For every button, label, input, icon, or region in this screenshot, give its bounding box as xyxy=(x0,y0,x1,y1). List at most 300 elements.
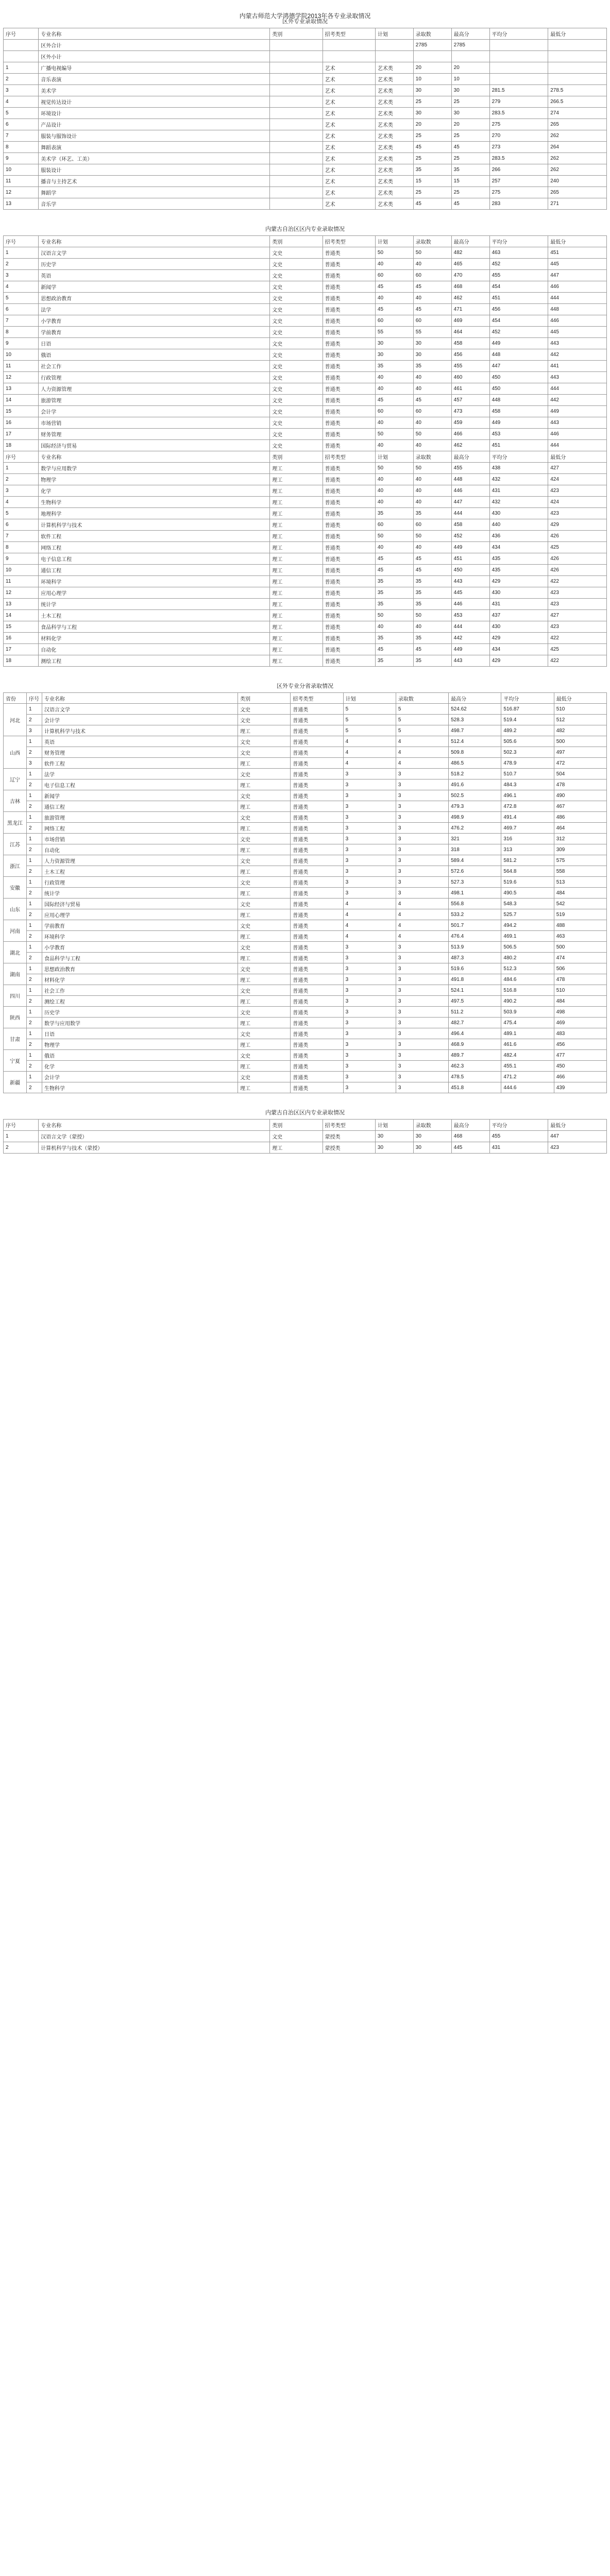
table-cell xyxy=(270,85,323,96)
table-cell: 蒙授类 xyxy=(323,1142,375,1154)
table-cell: 文史 xyxy=(270,1131,323,1142)
table-cell: 474 xyxy=(554,953,606,963)
table-cell: 1 xyxy=(27,1007,42,1018)
table-cell: 4 xyxy=(4,281,39,293)
table-row xyxy=(4,823,607,834)
table-cell: 普通类 xyxy=(323,553,375,565)
table-cell: 35 xyxy=(413,576,451,587)
table-cell: 普通类 xyxy=(323,259,375,270)
table-cell: 文史 xyxy=(238,736,291,747)
table-cell: 日语 xyxy=(42,1028,238,1039)
table-row xyxy=(4,1082,607,1093)
table-cell: 音乐表演 xyxy=(39,74,270,85)
table-cell: 470 xyxy=(451,270,489,281)
table-row xyxy=(4,429,607,440)
table-cell: 3 xyxy=(396,1039,448,1050)
table-cell: 30 xyxy=(413,1131,451,1142)
table-cell: 455 xyxy=(489,1131,548,1142)
section4-table xyxy=(3,1119,607,1154)
table-cell: 35 xyxy=(413,599,451,610)
table-cell: 广播电视编导 xyxy=(39,62,270,74)
table-cell: 518.2 xyxy=(449,769,501,779)
table-row xyxy=(4,281,607,293)
table-cell: 558 xyxy=(554,866,606,877)
table-cell: 455 xyxy=(451,463,489,474)
table-cell: 572.6 xyxy=(449,866,501,877)
table-cell: 429 xyxy=(489,655,548,667)
table-cell: 3 xyxy=(343,779,396,790)
table-cell: 468.9 xyxy=(449,1039,501,1050)
table-cell: 化学 xyxy=(39,485,270,497)
table-cell: 最高分 xyxy=(451,236,489,247)
table-cell: 普通类 xyxy=(291,725,343,736)
table-cell xyxy=(413,51,451,62)
table-cell: 18 xyxy=(4,655,39,667)
table-cell: 普通类 xyxy=(291,996,343,1007)
table-cell xyxy=(270,130,323,142)
table-cell: 548.3 xyxy=(501,899,554,909)
table-cell: 461 xyxy=(451,383,489,395)
table-cell: 45 xyxy=(413,281,451,293)
table-cell xyxy=(489,40,548,51)
table-cell: 440 xyxy=(489,519,548,531)
table-row xyxy=(4,736,607,747)
table-cell: 449 xyxy=(548,406,607,417)
section-gap xyxy=(3,667,607,680)
table-cell: 450 xyxy=(489,383,548,395)
table-cell: 2 xyxy=(27,801,42,812)
table-cell: 理工 xyxy=(238,844,291,855)
table-cell: 普通类 xyxy=(323,349,375,361)
table-cell: 488 xyxy=(554,920,606,931)
table-cell: 行政管理 xyxy=(39,372,270,383)
table-cell: 482 xyxy=(451,247,489,259)
table-cell: 理工 xyxy=(270,531,323,542)
table-cell: 486 xyxy=(554,812,606,823)
table-cell: 理工 xyxy=(238,909,291,920)
table-cell: 软件工程 xyxy=(39,531,270,542)
table-cell: 2 xyxy=(4,74,39,85)
table-cell: 40 xyxy=(413,485,451,497)
table-cell: 3 xyxy=(396,790,448,801)
table-cell: 262 xyxy=(548,130,607,142)
table-cell: 理工 xyxy=(238,866,291,877)
table-cell: 505.6 xyxy=(501,736,554,747)
table-cell: 4 xyxy=(343,920,396,931)
table-cell: 426 xyxy=(548,553,607,565)
table-cell: 316 xyxy=(501,834,554,844)
table-cell: 25 xyxy=(413,153,451,164)
table-cell: 14 xyxy=(4,610,39,621)
table-cell: 13 xyxy=(4,599,39,610)
table-cell: 俄语 xyxy=(42,1050,238,1061)
table-cell: 446 xyxy=(548,315,607,327)
province-cell: 湖北 xyxy=(4,942,27,963)
table-cell: 3 xyxy=(343,823,396,834)
table-cell: 17 xyxy=(4,644,39,655)
table-cell: 279 xyxy=(489,96,548,108)
table-cell: 423 xyxy=(548,485,607,497)
table-cell: 2 xyxy=(27,974,42,985)
table-cell: 35 xyxy=(375,587,413,599)
table-cell: 257 xyxy=(489,176,548,187)
table-cell: 4 xyxy=(343,899,396,909)
table-cell: 55 xyxy=(375,327,413,338)
table-row xyxy=(4,587,607,599)
table-cell: 503.9 xyxy=(501,1007,554,1018)
table-row xyxy=(4,119,607,130)
table-cell: 财务管理 xyxy=(42,747,238,758)
table-cell: 普通类 xyxy=(291,790,343,801)
table-cell xyxy=(323,40,375,51)
table-cell: 449 xyxy=(489,417,548,429)
table-row xyxy=(4,406,607,417)
table-cell: 35 xyxy=(375,633,413,644)
table-row xyxy=(4,74,607,85)
table-cell: 普通类 xyxy=(291,877,343,888)
table-cell: 3 xyxy=(4,485,39,497)
table-cell: 普通类 xyxy=(323,417,375,429)
province-cell: 浙江 xyxy=(4,855,27,877)
table-cell: 艺术 xyxy=(323,164,375,176)
table-cell: 35 xyxy=(413,164,451,176)
table-row xyxy=(4,327,607,338)
table-row xyxy=(4,920,607,931)
table-cell: 451 xyxy=(489,293,548,304)
table-cell: 音乐学 xyxy=(39,198,270,210)
table-cell: 60 xyxy=(375,519,413,531)
table-cell: 447 xyxy=(548,270,607,281)
table-cell xyxy=(270,119,323,130)
table-cell: 6 xyxy=(4,119,39,130)
table-cell: 艺术类 xyxy=(375,74,413,85)
table-cell: 510 xyxy=(554,985,606,996)
table-cell: 国际经济与贸易 xyxy=(39,440,270,451)
table-cell: 环境设计 xyxy=(39,108,270,119)
table-cell: 434 xyxy=(489,644,548,655)
table-cell: 490 xyxy=(554,790,606,801)
table-cell: 494.2 xyxy=(501,920,554,931)
table-cell: 1 xyxy=(27,985,42,996)
table-cell: 464 xyxy=(451,327,489,338)
table-cell: 数学与应用数学 xyxy=(39,463,270,474)
table-cell: 437 xyxy=(489,610,548,621)
table-cell: 443 xyxy=(548,417,607,429)
table-cell: 7 xyxy=(4,315,39,327)
table-cell: 3 xyxy=(343,1028,396,1039)
table-cell: 422 xyxy=(548,655,607,667)
table-cell: 453 xyxy=(451,610,489,621)
table-cell: 类别 xyxy=(270,1120,323,1131)
table-cell: 439 xyxy=(554,1082,606,1093)
table-cell: 2 xyxy=(27,996,42,1007)
table-cell: 生物科学 xyxy=(42,1082,238,1093)
table-row xyxy=(4,51,607,62)
table-cell: 8 xyxy=(4,327,39,338)
table-cell: 会计学 xyxy=(39,406,270,417)
table-cell: 普通类 xyxy=(323,519,375,531)
table-cell: 497 xyxy=(554,747,606,758)
table-cell: 432 xyxy=(489,474,548,485)
table-cell: 区外合计 xyxy=(39,40,270,51)
table-cell: 艺术类 xyxy=(375,119,413,130)
table-cell: 40 xyxy=(375,259,413,270)
table-cell: 新闻学 xyxy=(39,281,270,293)
table-cell: 516.87 xyxy=(501,704,554,715)
table-cell: 40 xyxy=(375,621,413,633)
table-cell: 502.3 xyxy=(501,747,554,758)
table-cell: 普通类 xyxy=(323,281,375,293)
table-cell: 环境科学 xyxy=(39,576,270,587)
table-cell: 蒙授类 xyxy=(323,1131,375,1142)
table-cell: 录取数 xyxy=(413,28,451,40)
table-cell: 484 xyxy=(554,888,606,899)
table-cell: 40 xyxy=(375,417,413,429)
table-cell: 283.5 xyxy=(489,108,548,119)
table-cell: 统计学 xyxy=(39,599,270,610)
table-cell: 学前教育 xyxy=(42,920,238,931)
table-cell: 英语 xyxy=(39,270,270,281)
table-cell: 文史 xyxy=(270,293,323,304)
table-cell: 45 xyxy=(413,142,451,153)
table-cell: 500 xyxy=(554,942,606,953)
table-cell: 理工 xyxy=(270,610,323,621)
table-cell xyxy=(4,51,39,62)
table-cell: 通信工程 xyxy=(39,565,270,576)
table-cell: 2785 xyxy=(413,40,451,51)
table-cell: 40 xyxy=(375,497,413,508)
table-cell: 476.2 xyxy=(449,823,501,834)
table-cell: 普通类 xyxy=(323,599,375,610)
table-cell: 262 xyxy=(548,153,607,164)
table-cell: 1 xyxy=(27,963,42,974)
table-cell: 458 xyxy=(451,519,489,531)
table-cell: 5 xyxy=(396,725,448,736)
table-cell: 文史 xyxy=(238,942,291,953)
table-cell: 专业名称 xyxy=(42,693,238,704)
table-cell: 文史 xyxy=(238,899,291,909)
table-header-row xyxy=(4,451,607,463)
table-cell: 普通类 xyxy=(291,834,343,844)
table-cell: 普通类 xyxy=(323,429,375,440)
table-cell: 普通类 xyxy=(291,779,343,790)
table-cell xyxy=(270,62,323,74)
table-cell: 45 xyxy=(413,565,451,576)
table-cell: 普通类 xyxy=(323,565,375,576)
table-cell: 计划 xyxy=(343,693,396,704)
table-cell: 普通类 xyxy=(291,704,343,715)
province-cell: 陕西 xyxy=(4,1007,27,1028)
table-cell: 435 xyxy=(489,565,548,576)
table-cell: 471 xyxy=(451,304,489,315)
table-cell: 普通类 xyxy=(291,888,343,899)
table-cell: 459 xyxy=(451,417,489,429)
table-cell: 3 xyxy=(343,963,396,974)
table-cell: 普通类 xyxy=(291,1072,343,1082)
table-cell: 文史 xyxy=(238,790,291,801)
table-cell: 496.4 xyxy=(449,1028,501,1039)
table-row xyxy=(4,1061,607,1072)
table-cell: 262 xyxy=(548,164,607,176)
table-row xyxy=(4,715,607,725)
table-cell: 文史 xyxy=(238,855,291,866)
table-cell: 468 xyxy=(451,281,489,293)
table-cell xyxy=(489,62,548,74)
table-cell: 466 xyxy=(451,429,489,440)
table-row xyxy=(4,996,607,1007)
table-cell: 422 xyxy=(548,576,607,587)
table-cell: 普通类 xyxy=(323,383,375,395)
table-cell: 文史 xyxy=(270,406,323,417)
table-cell: 35 xyxy=(375,508,413,519)
table-cell: 35 xyxy=(375,599,413,610)
table-row xyxy=(4,62,607,74)
table-cell: 3 xyxy=(396,953,448,963)
table-cell: 录取数 xyxy=(413,236,451,247)
table-cell: 专业名称 xyxy=(39,451,270,463)
table-cell: 理工 xyxy=(238,779,291,790)
table-cell: 16 xyxy=(4,417,39,429)
table-cell: 日语 xyxy=(39,338,270,349)
table-cell: 40 xyxy=(413,372,451,383)
table-cell: 3 xyxy=(396,985,448,996)
table-cell: 平均分 xyxy=(489,1120,548,1131)
table-cell: 496.1 xyxy=(501,790,554,801)
table-cell: 423 xyxy=(548,599,607,610)
table-cell: 275 xyxy=(489,119,548,130)
table-cell: 理工 xyxy=(270,599,323,610)
table-cell: 460 xyxy=(451,372,489,383)
table-cell: 240 xyxy=(548,176,607,187)
table-cell: 506.5 xyxy=(501,942,554,953)
table-cell: 35 xyxy=(375,576,413,587)
table-cell: 3 xyxy=(343,877,396,888)
table-cell: 财务管理 xyxy=(39,429,270,440)
table-row xyxy=(4,747,607,758)
table-cell: 平均分 xyxy=(501,693,554,704)
table-cell: 40 xyxy=(413,474,451,485)
table-cell: 舞蹈学 xyxy=(39,187,270,198)
table-cell: 3 xyxy=(4,85,39,96)
table-row xyxy=(4,198,607,210)
table-cell: 30 xyxy=(413,85,451,96)
table-cell: 服装与服饰设计 xyxy=(39,130,270,142)
table-cell: 2785 xyxy=(451,40,489,51)
table-cell: 512.4 xyxy=(449,736,501,747)
table-cell: 艺术 xyxy=(323,176,375,187)
table-cell: 448 xyxy=(548,304,607,315)
table-cell: 艺术 xyxy=(323,153,375,164)
table-cell xyxy=(270,153,323,164)
table-cell: 443 xyxy=(451,655,489,667)
table-cell: 新闻学 xyxy=(42,790,238,801)
table-cell: 3 xyxy=(343,790,396,801)
section-gap xyxy=(3,1093,607,1107)
table-cell: 理工 xyxy=(238,1018,291,1028)
table-cell: 3 xyxy=(343,769,396,779)
table-cell: 462.3 xyxy=(449,1061,501,1072)
table-cell: 13 xyxy=(4,198,39,210)
table-cell: 519.6 xyxy=(449,963,501,974)
section3-caption: 区外专业分省录取情况 xyxy=(277,683,333,689)
table-cell: 艺术类 xyxy=(375,108,413,119)
table-cell: 489.1 xyxy=(501,1028,554,1039)
table-cell: 普通类 xyxy=(323,338,375,349)
table-cell: 旅游管理 xyxy=(39,395,270,406)
table-cell: 498.9 xyxy=(449,812,501,823)
table-cell: 498.7 xyxy=(449,725,501,736)
table-cell xyxy=(548,40,607,51)
table-cell: 15 xyxy=(451,176,489,187)
table-cell: 测绘工程 xyxy=(42,996,238,1007)
table-cell: 13 xyxy=(4,383,39,395)
table-cell: 2 xyxy=(27,931,42,942)
table-cell: 艺术 xyxy=(323,119,375,130)
table-cell: 艺术类 xyxy=(375,130,413,142)
table-cell: 456 xyxy=(489,304,548,315)
table-cell: 普通类 xyxy=(323,270,375,281)
table-cell: 3 xyxy=(396,942,448,953)
table-cell: 3 xyxy=(396,779,448,790)
table-row xyxy=(4,553,607,565)
table-cell: 普通类 xyxy=(291,974,343,985)
table-cell: 426 xyxy=(548,565,607,576)
table-cell: 25 xyxy=(451,130,489,142)
table-cell: 艺术类 xyxy=(375,187,413,198)
table-cell: 4 xyxy=(4,497,39,508)
table-cell: 理工 xyxy=(238,801,291,812)
table-cell: 454 xyxy=(489,315,548,327)
province-cell: 河北 xyxy=(4,704,27,736)
table-row xyxy=(4,531,607,542)
table-cell: 513.9 xyxy=(449,942,501,953)
province-cell: 甘肃 xyxy=(4,1028,27,1050)
table-row xyxy=(4,909,607,920)
table-cell: 招考类型 xyxy=(323,236,375,247)
table-cell: 最低分 xyxy=(548,451,607,463)
table-cell: 自动化 xyxy=(42,844,238,855)
table-cell: 438 xyxy=(489,463,548,474)
table-cell: 510 xyxy=(554,704,606,715)
table-row xyxy=(4,844,607,855)
table-cell: 20 xyxy=(451,119,489,130)
table-row xyxy=(4,338,607,349)
table-cell: 40 xyxy=(413,621,451,633)
table-cell: 25 xyxy=(451,96,489,108)
table-row xyxy=(4,142,607,153)
table-cell: 普通类 xyxy=(291,1039,343,1050)
table-row xyxy=(4,96,607,108)
table-cell: 40 xyxy=(375,372,413,383)
table-cell: 普通类 xyxy=(323,497,375,508)
table-cell: 应用心理学 xyxy=(42,909,238,920)
table-cell: 招考类型 xyxy=(291,693,343,704)
table-cell: 文史 xyxy=(270,361,323,372)
table-row xyxy=(4,644,607,655)
table-cell: 446 xyxy=(451,485,489,497)
table-cell: 2 xyxy=(27,823,42,834)
table-cell: 文史 xyxy=(238,715,291,725)
table-cell: 461.6 xyxy=(501,1039,554,1050)
table-row xyxy=(4,130,607,142)
province-cell: 湖南 xyxy=(4,963,27,985)
table-cell: 5 xyxy=(343,715,396,725)
table-cell: 数学与应用数学 xyxy=(42,1018,238,1028)
table-cell: 510.7 xyxy=(501,769,554,779)
table-cell: 490.2 xyxy=(501,996,554,1007)
table-cell: 3 xyxy=(343,1039,396,1050)
table-cell: 2 xyxy=(4,1142,39,1154)
